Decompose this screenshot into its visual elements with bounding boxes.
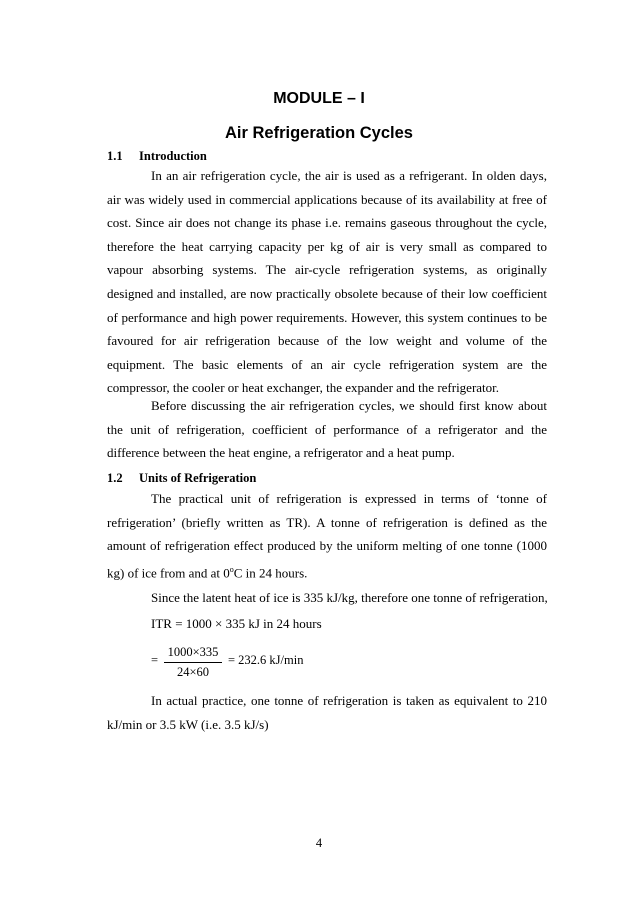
fraction-bar [164,662,222,663]
fraction-numerator: 1000×335 [167,645,219,659]
section-1-paragraph-2: Before discussing the air refrigeration cycles, we should first know about the unit of refrigeration, coefficient of performance of a refrigerator and the difference between the heat engine, a refrigerator and a heat pump. [107,398,547,461]
section-2-title: Units of Refrigeration [139,471,257,485]
section-1-number: 1.1 [107,149,123,163]
module-title: MODULE – I [273,90,365,107]
section-2-paragraph-1-end: C in 24 hours. [233,565,308,581]
section-1-heading [107,149,207,164]
section-2-paragraph-1-text: The practical unit of refrigeration is expressed in terms of ‘tonne of refrigeration’ (briefly written as TR). A tonne of refrigeration is defined as the amount of refrigeration effect produced by the uniform melting of one tonne (1000 kg) of ice from and at 0 [107,491,547,581]
degree-superscript: o [229,564,234,574]
itr-equation-line: ITR = 1000 × 335 kJ in 24 hours [151,616,322,631]
section-2-heading [107,471,256,486]
latent-heat-line: Since the latent heat of ice is 335 kJ/kg, therefore one tonne of refrigeration, [151,590,548,605]
fraction-result: = 232.6 kJ/min [228,653,304,667]
fraction-equation [151,645,391,685]
section-2-paragraph-1 [107,487,547,585]
section-2-number: 1.2 [107,471,123,485]
section-2-paragraph-2: In actual practice, one tonne of refrigeration is taken as equivalent to 210 kJ/min or 3.5 kW (i.e. 3.5 kJ/s) [107,693,547,732]
fraction-denominator: 24×60 [176,665,210,679]
equals-sign: = [151,653,159,667]
section-1-title: Introduction [139,149,207,163]
page-number: 4 [315,836,323,850]
chapter-title: Air Refrigeration Cycles [225,124,413,142]
section-1-paragraph-1: In an air refrigeration cycle, the air is used as a refrigerant. In olden days, air was widely used in commercial applications because of its availability at free of cost. Since air does not change its phase i.e. remains gaseous throughout the cycle, therefore the heat carrying capacity per kg of air is very small as compared to vapour absorbing systems. The air-cycle refrigeration systems, as originally designed and installed, are now practically obsolete because of their low coefficient of performance and high power requirements. However, this system continues to be favoured for air refrigeration because of the low weight and volume of the equipment. The basic elements of an air cycle refrigeration system are the compressor, the cooler or heat exchanger, the expander and the refrigerator. [107,168,547,396]
